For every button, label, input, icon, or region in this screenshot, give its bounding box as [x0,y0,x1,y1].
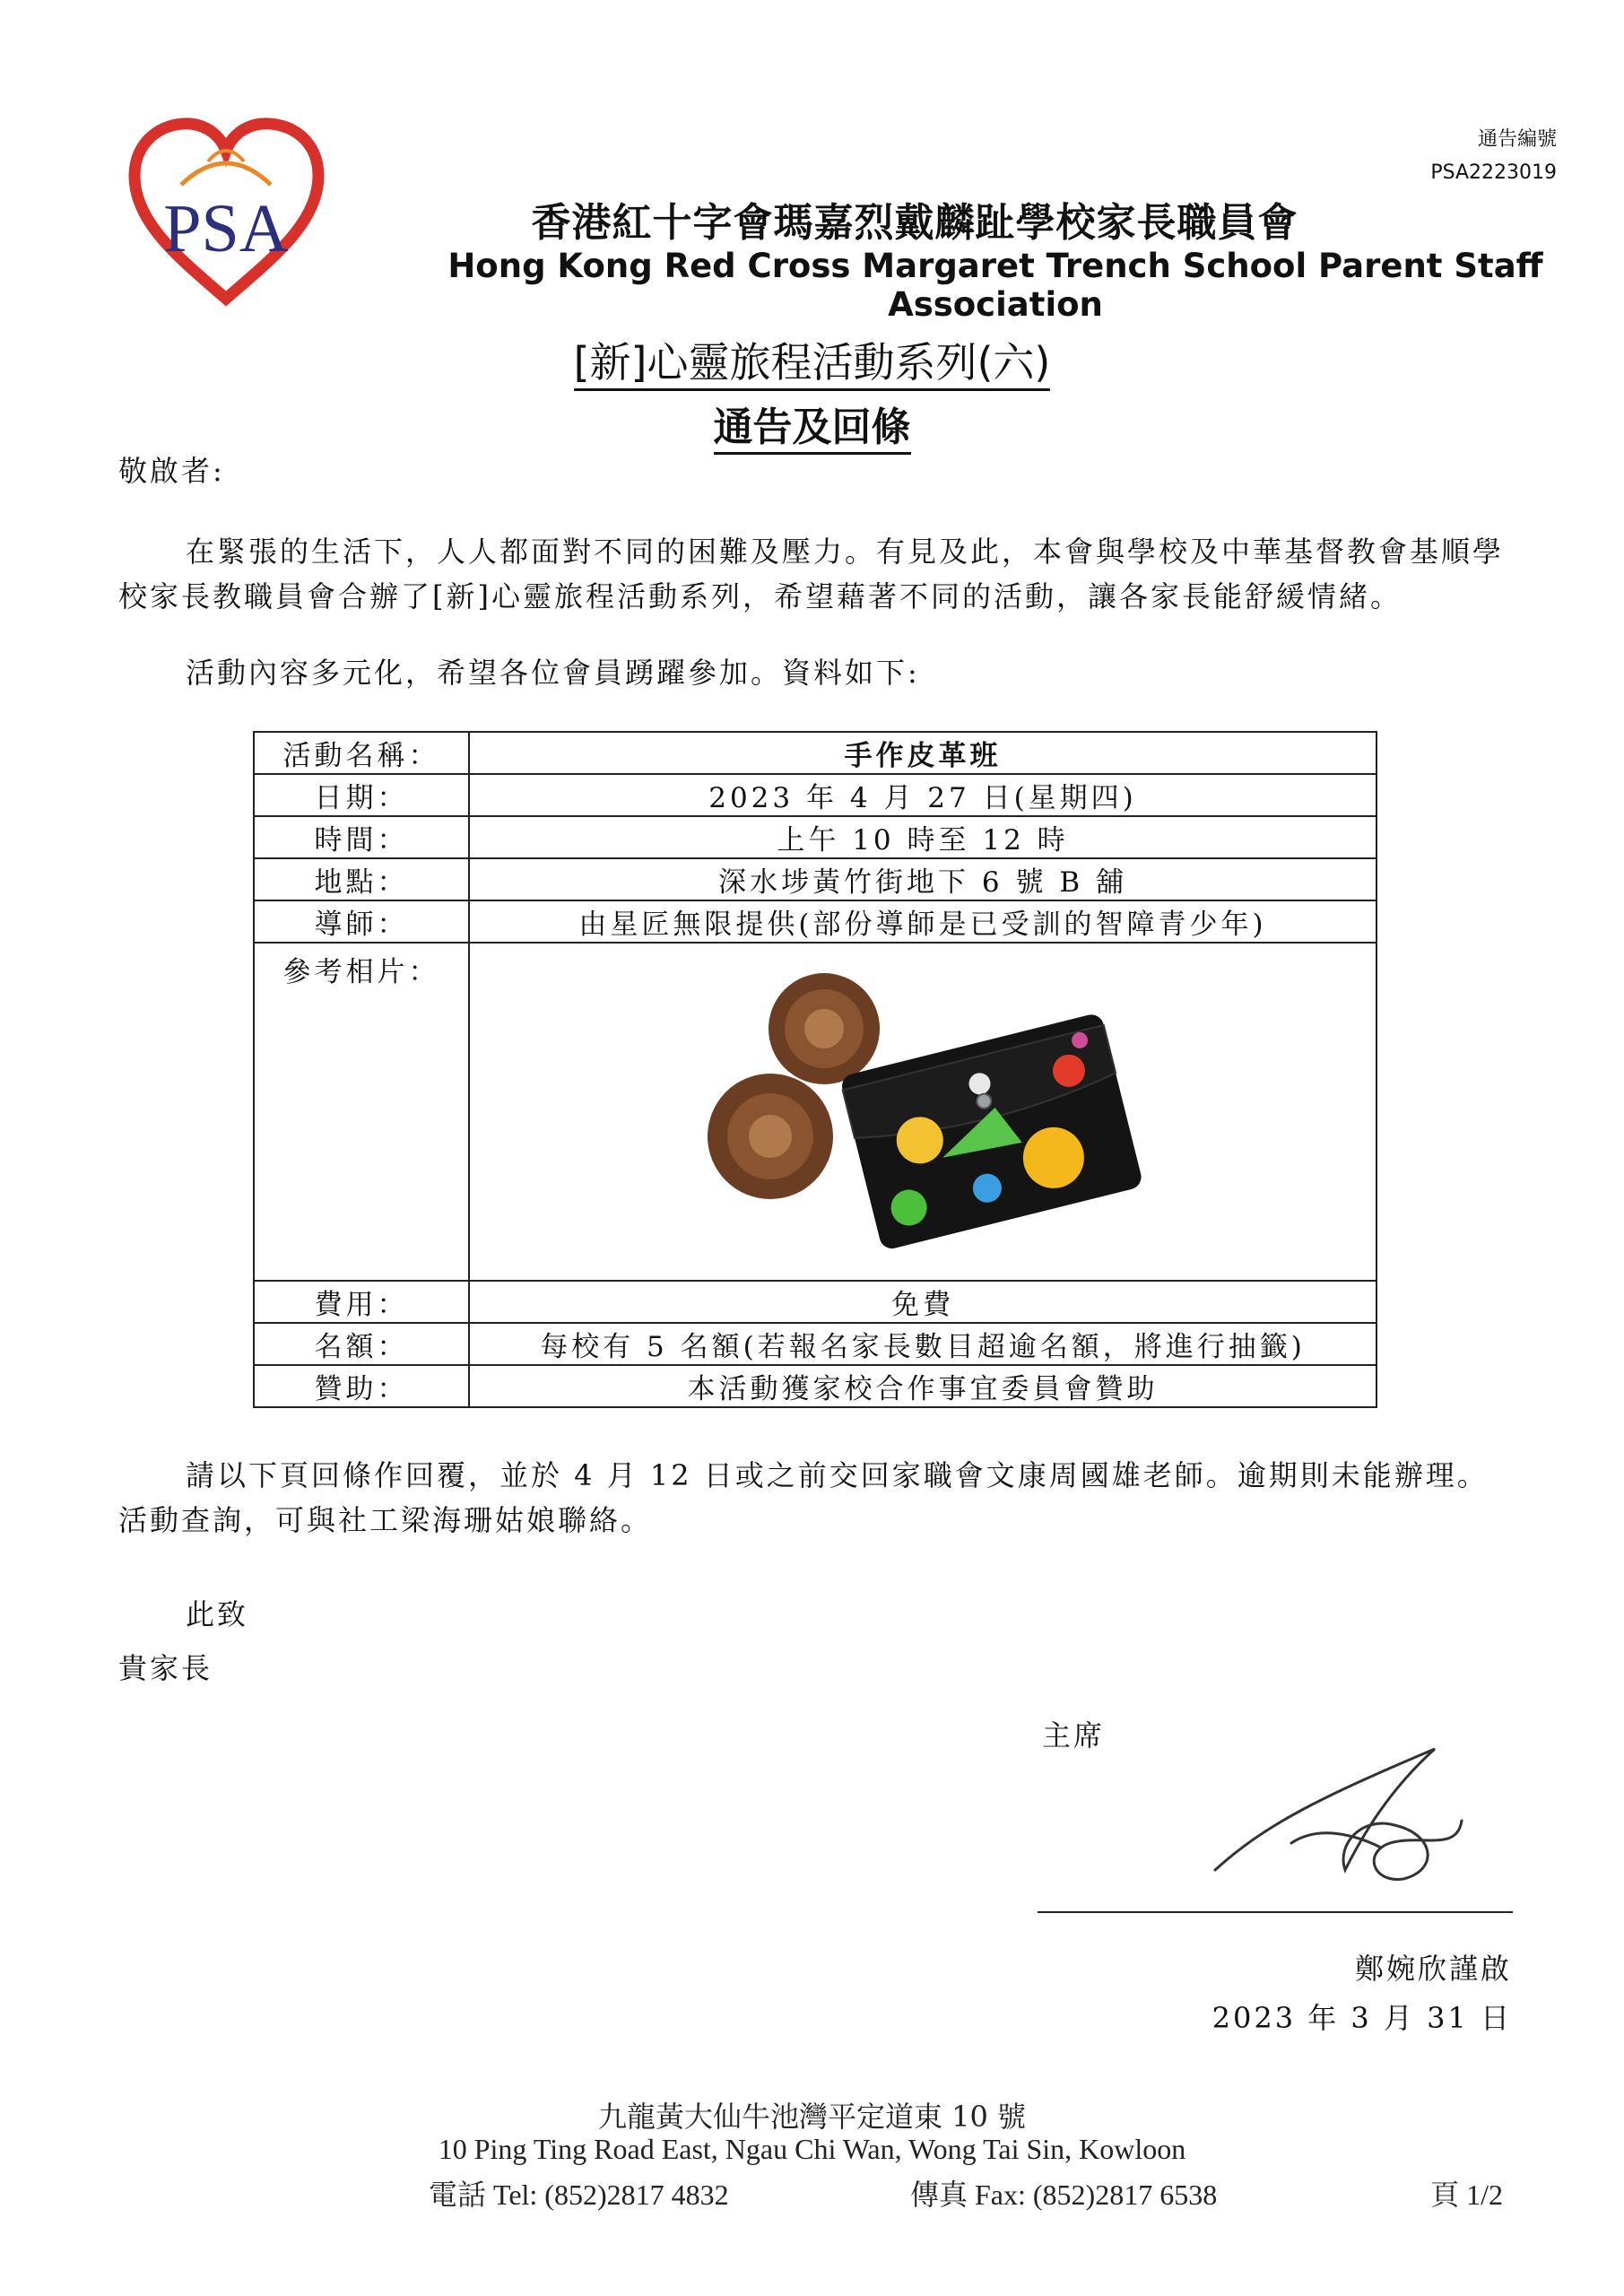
table-row [254,858,1376,900]
row-label: 導師： [254,900,469,943]
activity-location: 深水埗黃竹街地下 6 號 B 舖 [469,858,1376,900]
greeting: 敬啟者: [118,454,225,488]
logo-text: PSA [163,191,289,266]
fax: 傳真 Fax: (852)2817 6538 [910,2179,1218,2211]
telephone: 電話 Tel: (852)2817 4832 [429,2179,729,2211]
row-label: 參考相片： [254,943,469,1281]
organization-name-english: Hong Kong Red Cross Margaret Trench School Parent Staff Association [447,247,1543,324]
notice-subtitle: 通告及回條 [0,395,1624,452]
chairperson-title: 主席 [1042,1718,1106,1752]
notice-number-label: 通告編號 [1477,128,1557,151]
psa-logo [126,115,327,312]
reference-photo-cell [469,943,1376,1281]
row-label: 地點： [254,858,469,900]
leather-wallet-image [839,1012,1143,1251]
row-label: 費用： [254,1281,469,1323]
row-label: 活動名稱： [254,732,469,774]
reply-instructions: 請以下頁回條作回覆，並於 4 月 12 日或之前交回家職會文康周國雄老師。逾期則未能辦理。活動查詢，可與社工梁海珊姑娘聯絡。 [118,1458,1489,1537]
table-row [254,816,1376,858]
activity-name: 手作皮革班 [469,732,1376,774]
signature-line [1038,1911,1513,1913]
row-label: 名額： [254,1323,469,1365]
table-row [254,943,1376,1281]
activity-fee: 免費 [469,1281,1376,1323]
table-row [254,900,1376,943]
row-label: 日期： [254,774,469,816]
activity-instructor: 由星匠無限提供(部份導師是已受訓的智障青少年) [469,900,1376,943]
issue-date: 2023 年 3 月 31 日 [1211,2001,1512,2035]
intro-paragraph: 在緊張的生活下，人人都面對不同的困難及壓力。有見及此，本會與學校及中華基督教會基順學校家長教職員會合辦了[新]心靈旅程活動系列，希望藉著不同的活動，讓各家長能舒緩情緒。 [118,535,1505,613]
activity-info-table [253,731,1377,1408]
reference-photo [685,952,1160,1257]
activity-date: 2023 年 4 月 27 日(星期四) [469,774,1376,816]
activity-sponsor: 本活動獲家校合作事宜委員會贊助 [469,1365,1376,1407]
activity-quota: 每校有 5 名額(若報名家長數目超逾名額，將進行抽籤) [469,1323,1376,1365]
address-chinese: 九龍黃大仙牛池灣平定道東 10 號 [597,2100,1027,2134]
table-row [254,1365,1376,1407]
closing-salutation: 此致 [186,1597,249,1631]
signer-name: 鄭婉欣謹啟 [1354,1952,1512,1986]
page-number: 頁 1/2 [1430,2179,1503,2211]
activity-time: 上午 10 時至 12 時 [469,816,1376,858]
notice-title: [新]心靈旅程活動系列(六) [0,330,1624,389]
organization-name-chinese: 香港紅十字會瑪嘉烈戴麟趾學校家長職員會 [531,200,1298,246]
signature [1211,1735,1471,1897]
table-row [254,1281,1376,1323]
table-row [254,1323,1376,1365]
address-english: 10 Ping Ting Road East, Ngau Chi Wan, Wong Tai Sin, Kowloon [438,2133,1186,2165]
row-label: 贊助： [254,1365,469,1407]
table-row [254,732,1376,774]
details-intro: 活動內容多元化，希望各位會員踴躍參加。資料如下: [186,656,920,690]
row-label: 時間： [254,816,469,858]
table-row [254,774,1376,816]
recipient: 貴家長 [118,1651,213,1685]
notice-number: PSA2223019 [1430,161,1557,184]
